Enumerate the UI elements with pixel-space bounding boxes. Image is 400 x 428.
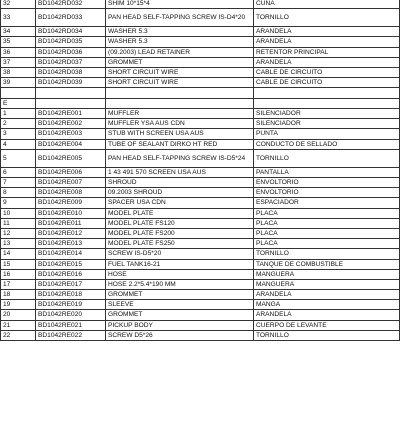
table-row [1, 67, 400, 77]
spanish-name-cell: ENVOLTORIO [254, 178, 400, 188]
part-code-cell: BD1042RE018 [36, 290, 106, 300]
part-code-cell: BD1042RE014 [36, 249, 106, 259]
table-row [1, 290, 400, 300]
item-number-cell: 37 [1, 57, 36, 67]
spanish-name-cell: ARANDELA [254, 27, 400, 37]
item-number-cell: 38 [1, 67, 36, 77]
empty-cell [36, 88, 106, 99]
description-cell: SHIM 10*15*4 [106, 0, 254, 9]
description-cell: MODEL PLATE FS200 [106, 228, 254, 238]
description-cell: GROMMET [106, 57, 254, 67]
table-row [1, 310, 400, 320]
item-number-cell: 22 [1, 330, 36, 340]
empty-cell [1, 88, 36, 99]
item-number-cell: 2 [1, 119, 36, 129]
item-number-cell: 14 [1, 249, 36, 259]
part-code-cell: BD1042RD035 [36, 37, 106, 47]
item-number-cell: 5 [1, 149, 36, 167]
description-cell: WASHER 5.3 [106, 27, 254, 37]
item-number-cell: 18 [1, 290, 36, 300]
description-cell: SPACER USA CDN [106, 198, 254, 208]
section-header-row [1, 98, 400, 108]
spanish-name-cell: TORNILLO [254, 330, 400, 340]
table-row [1, 149, 400, 167]
table-row [1, 0, 400, 9]
empty-cell [106, 88, 254, 99]
part-code-cell: BD1042RE013 [36, 239, 106, 249]
spanish-name-cell: ARANDELA [254, 37, 400, 47]
spanish-name-cell: TORNILLO [254, 249, 400, 259]
item-number-cell: 35 [1, 37, 36, 47]
part-code-cell: BD1042RD036 [36, 47, 106, 57]
part-code-cell: BD1042RD039 [36, 78, 106, 88]
description-cell: (09.2003) LEAD RETAINER [106, 47, 254, 57]
spanish-name-cell: PANTALLA [254, 167, 400, 177]
section-label: E [1, 98, 36, 108]
table-row [1, 208, 400, 218]
part-code-cell: BD1042RD032 [36, 0, 106, 9]
item-number-cell: 1 [1, 109, 36, 119]
part-code-cell: BD1042RE004 [36, 139, 106, 149]
description-cell: PAN HEAD SELF-TAPPING SCREW IS-D5*24 [106, 149, 254, 167]
table-row [1, 109, 400, 119]
table-row [1, 129, 400, 139]
table-row [1, 218, 400, 228]
description-cell: MODEL PLATE [106, 208, 254, 218]
part-code-cell: BD1042RE001 [36, 109, 106, 119]
table-row [1, 320, 400, 330]
spanish-name-cell: CABLE DE CIRCUITO [254, 78, 400, 88]
table-row [1, 330, 400, 340]
part-code-cell: BD1042RE008 [36, 188, 106, 198]
spanish-name-cell: TORNILLO [254, 149, 400, 167]
item-number-cell: 16 [1, 269, 36, 279]
description-cell: SHROUD [106, 178, 254, 188]
table-row [1, 119, 400, 129]
item-number-cell: 15 [1, 259, 36, 269]
spanish-name-cell: MANGUERA [254, 279, 400, 289]
empty-cell [106, 98, 254, 108]
table-row [1, 279, 400, 289]
spanish-name-cell: CUERPO DE LEVANTE [254, 320, 400, 330]
description-cell: MODEL PLATE FS250 [106, 239, 254, 249]
item-number-cell: 36 [1, 47, 36, 57]
description-cell: PAN HEAD SELF-TAPPING SCREW IS-D4*20 [106, 9, 254, 27]
description-cell: 1 43 491 570 SCREEN USA AUS [106, 167, 254, 177]
spanish-name-cell: PUNTA [254, 129, 400, 139]
item-number-cell: 19 [1, 300, 36, 310]
table-row [1, 139, 400, 149]
item-number-cell: 20 [1, 310, 36, 320]
description-cell: MUFFLER YSA AUS CDN [106, 119, 254, 129]
part-code-cell: BD1042RE017 [36, 279, 106, 289]
part-code-cell: BD1042RE009 [36, 198, 106, 208]
part-code-cell: BD1042RE019 [36, 300, 106, 310]
description-cell: SHORT CIRCUIT WIRE [106, 78, 254, 88]
blank-row [1, 88, 400, 99]
empty-cell [36, 98, 106, 108]
item-number-cell: 10 [1, 208, 36, 218]
spanish-name-cell: ARANDELA [254, 57, 400, 67]
part-code-cell: BD1042RE022 [36, 330, 106, 340]
item-number-cell: 32 [1, 0, 36, 9]
item-number-cell: 12 [1, 228, 36, 238]
table-row [1, 239, 400, 249]
part-code-cell: BD1042RD034 [36, 27, 106, 37]
description-cell: SCREW D5*26 [106, 330, 254, 340]
description-cell: HOSE [106, 269, 254, 279]
spanish-name-cell: CONDUCTO DE SELLADO [254, 139, 400, 149]
part-code-cell: BD1042RE012 [36, 228, 106, 238]
item-number-cell: 34 [1, 27, 36, 37]
table-row [1, 269, 400, 279]
item-number-cell: 8 [1, 188, 36, 198]
table-row [1, 188, 400, 198]
description-cell: GROMMET [106, 290, 254, 300]
part-code-cell: BD1042RE011 [36, 218, 106, 228]
part-code-cell: BD1042RD033 [36, 9, 106, 27]
empty-cell [254, 88, 400, 99]
spanish-name-cell: PLACA [254, 228, 400, 238]
description-cell: STUB WITH SCREEN USA AUS [106, 129, 254, 139]
item-number-cell: 21 [1, 320, 36, 330]
description-cell: SLEEVE [106, 300, 254, 310]
table-row [1, 27, 400, 37]
description-cell: SHORT CIRCUIT WIRE [106, 67, 254, 77]
description-cell: GROMMET [106, 310, 254, 320]
item-number-cell: 39 [1, 78, 36, 88]
description-cell: MUFFLER [106, 109, 254, 119]
part-code-cell: BD1042RD038 [36, 67, 106, 77]
spanish-name-cell: TANQUE DE COMBUSTIBLE [254, 259, 400, 269]
description-cell: SCREW IS-D5*20 [106, 249, 254, 259]
description-cell: PICKUP BODY [106, 320, 254, 330]
spanish-name-cell: ESPACIADOR [254, 198, 400, 208]
spanish-name-cell: CUÑA [254, 0, 400, 9]
description-cell: 09.2003 SHROUD [106, 188, 254, 198]
parts-table-body [1, 0, 400, 341]
empty-cell [254, 98, 400, 108]
spanish-name-cell: PLACA [254, 218, 400, 228]
spanish-name-cell: MANGUERA [254, 269, 400, 279]
spanish-name-cell: CABLE DE CIRCUITO [254, 67, 400, 77]
table-row [1, 47, 400, 57]
part-code-cell: BD1042RE020 [36, 310, 106, 320]
spanish-name-cell: SILENCIADOR [254, 119, 400, 129]
item-number-cell: 6 [1, 167, 36, 177]
part-code-cell: BD1042RE006 [36, 167, 106, 177]
spanish-name-cell: ENVOLTORIO [254, 188, 400, 198]
spanish-name-cell: SILENCIADOR [254, 109, 400, 119]
description-cell: TUBE OF SEALANT DIRKO HT RED [106, 139, 254, 149]
spanish-name-cell: ARANDELA [254, 310, 400, 320]
description-cell: HOSE 2.2*5.4*190 MM [106, 279, 254, 289]
table-row [1, 249, 400, 259]
description-cell: WASHER 5.3 [106, 37, 254, 47]
part-code-cell: BD1042RE005 [36, 149, 106, 167]
part-code-cell: BD1042RE002 [36, 119, 106, 129]
item-number-cell: 4 [1, 139, 36, 149]
spanish-name-cell: PLACA [254, 239, 400, 249]
part-code-cell: BD1042RE021 [36, 320, 106, 330]
item-number-cell: 11 [1, 218, 36, 228]
spanish-name-cell: ARANDELA [254, 290, 400, 300]
part-code-cell: BD1042RE015 [36, 259, 106, 269]
part-code-cell: BD1042RE016 [36, 269, 106, 279]
item-number-cell: 3 [1, 129, 36, 139]
spanish-name-cell: TORNILLO [254, 9, 400, 27]
item-number-cell: 7 [1, 178, 36, 188]
description-cell: MODEL PLATE FS120 [106, 218, 254, 228]
table-row [1, 37, 400, 47]
item-number-cell: 17 [1, 279, 36, 289]
table-row [1, 259, 400, 269]
table-row [1, 78, 400, 88]
table-row [1, 228, 400, 238]
table-row [1, 198, 400, 208]
spanish-name-cell: MANGA [254, 300, 400, 310]
part-code-cell: BD1042RE010 [36, 208, 106, 218]
item-number-cell: 33 [1, 9, 36, 27]
table-row [1, 167, 400, 177]
spanish-name-cell: RETENTOR PRINCIPAL [254, 47, 400, 57]
table-row [1, 57, 400, 67]
table-row [1, 300, 400, 310]
table-row [1, 178, 400, 188]
part-code-cell: BD1042RD037 [36, 57, 106, 67]
item-number-cell: 9 [1, 198, 36, 208]
table-row [1, 9, 400, 27]
part-code-cell: BD1042RE003 [36, 129, 106, 139]
description-cell: FUEL TANK16-21 [106, 259, 254, 269]
item-number-cell: 13 [1, 239, 36, 249]
part-code-cell: BD1042RE007 [36, 178, 106, 188]
spanish-name-cell: PLACA [254, 208, 400, 218]
